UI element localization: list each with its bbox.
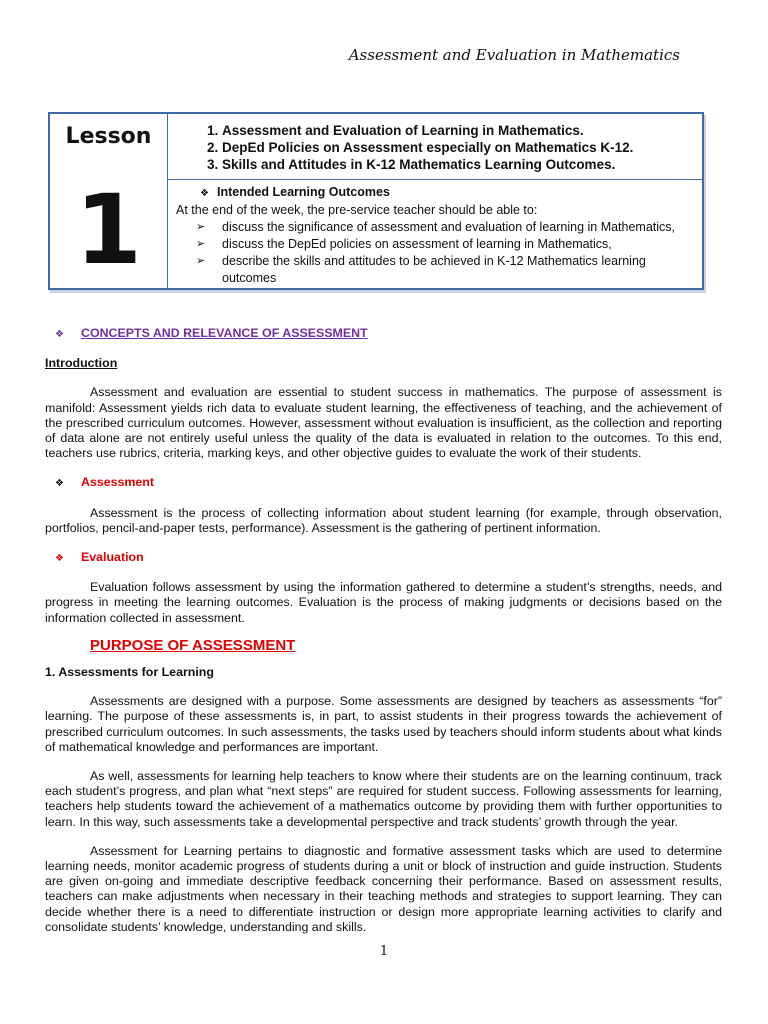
diamond-bullet-icon: ❖ — [200, 188, 209, 199]
outcome-item — [196, 219, 692, 236]
evaluation-heading-row — [55, 550, 722, 566]
lesson-box — [48, 112, 704, 290]
introduction-heading: Introduction — [45, 356, 118, 371]
diamond-bullet-icon: ❖ — [55, 478, 64, 490]
main-content — [45, 326, 722, 935]
paragraph: As well, assessments for learning help teachers to know where their students are on the learning continuum, track each student’s progress, and plan what “next steps” are required for student success. Following assessments for learning, teachers help students toward the achievement of a mathematics outcome by providing them with further opportunities to learn. In this way, such assessments take a developmental perspective and track students’ growth through the year. — [45, 769, 722, 829]
running-header: Assessment and Evaluation in Mathematics — [348, 46, 680, 64]
outcomes-title: Intended Learning Outcomes — [216, 185, 390, 199]
lesson-word: Lesson — [65, 124, 152, 149]
outcomes-title-row — [176, 184, 692, 202]
arrow-bullet-icon: ➢ — [196, 221, 206, 233]
outcome-text: describe the skills and attitudes to be achieved in K-12 Mathematics learning outcomes — [222, 254, 646, 285]
topic-item: 3. Skills and Attitudes in K-12 Mathematics Learning Outcomes. — [222, 156, 702, 173]
lesson-label-cell — [50, 114, 168, 288]
concepts-heading: CONCEPTS AND RELEVANCE OF ASSESSMENT — [81, 326, 368, 340]
assessment-heading-row — [55, 475, 722, 491]
topic-item: 2. DepEd Policies on Assessment especially on Mathematics K-12. — [222, 139, 702, 156]
purpose-heading: PURPOSE OF ASSESSMENT — [90, 636, 296, 654]
evaluation-paragraph: Evaluation follows assessment by using the information gathered to determine a student’s strengths, needs, and progress in meeting the learning outcomes. Evaluation is the process of making judgments or decisions based on the information collected in assessment. — [45, 580, 722, 625]
lesson-details — [168, 114, 702, 288]
intended-outcomes — [168, 180, 702, 287]
outcome-item — [196, 253, 692, 287]
introduction-paragraph: Assessment and evaluation are essential to student success in mathematics. The purpose of assessment is manifold: Assessment yields rich data to evaluate student learning, the effectiveness of teaching, and the achievement of the prescribed curriculum outcomes. However, assessment without evaluation is insufficient, as the collection and reporting of data alone are not entirely useful unless the quality of the data is evaluated in relation to the outcomes. To this end, teachers use rubrics, criteria, marking keys, and other objective guides to evaluate the work of their students. — [45, 385, 722, 461]
evaluation-heading: Evaluation — [81, 550, 144, 565]
paragraph: Assessments are designed with a purpose. Some assessments are designed by teachers as assessments “for” learning. The purpose of these assessments is, in part, to assist students in their progress towards the achievement of prescribed curriculum outcomes. In such assessments, the tasks used by teachers should inform students about what kinds of mathematical knowledge and performances are important. — [45, 694, 722, 754]
arrow-bullet-icon: ➢ — [196, 255, 206, 267]
lesson-topics — [168, 114, 702, 180]
paragraph: Assessment for Learning pertains to diagnostic and formative assessment tasks which are used to determine learning needs, monitor academic progress of students during a unit or block of instruction and guide instruction. Students are given on-going and immediate descriptive feedback concerning their performance. Based on assessment results, teachers can make adjustments when necessary in their teaching methods and strategies to support learning. They can decide whether there is a need to differentiate instruction or design more appropriate learning activities to clarify and consolidate students’ knowledge, understanding and skills. — [45, 843, 722, 934]
assessments-for-learning-heading: 1. Assessments for Learning — [45, 665, 214, 680]
page-number: 1 — [379, 944, 389, 959]
assessment-heading: Assessment — [81, 475, 155, 490]
concepts-heading-row — [55, 326, 722, 342]
lesson-number: 1 — [75, 174, 142, 286]
assessment-paragraph: Assessment is the process of collecting information about student learning (for example, through observation, portfolios, pencil-and-paper tests, performance). Assessment is the gathering of pertinent information. — [45, 505, 722, 535]
diamond-bullet-icon: ❖ — [55, 329, 64, 340]
diamond-bullet-icon: ❖ — [55, 553, 64, 565]
topic-item: 1. Assessment and Evaluation of Learning in Mathematics. — [222, 122, 702, 139]
outcomes-intro: At the end of the week, the pre-service teacher should be able to: — [176, 203, 538, 217]
outcome-text: discuss the DepEd policies on assessment of learning in Mathematics, — [222, 237, 612, 251]
arrow-bullet-icon: ➢ — [196, 238, 206, 250]
outcome-text: discuss the significance of assessment and evaluation of learning in Mathematics, — [222, 220, 676, 234]
outcome-item — [196, 236, 692, 253]
